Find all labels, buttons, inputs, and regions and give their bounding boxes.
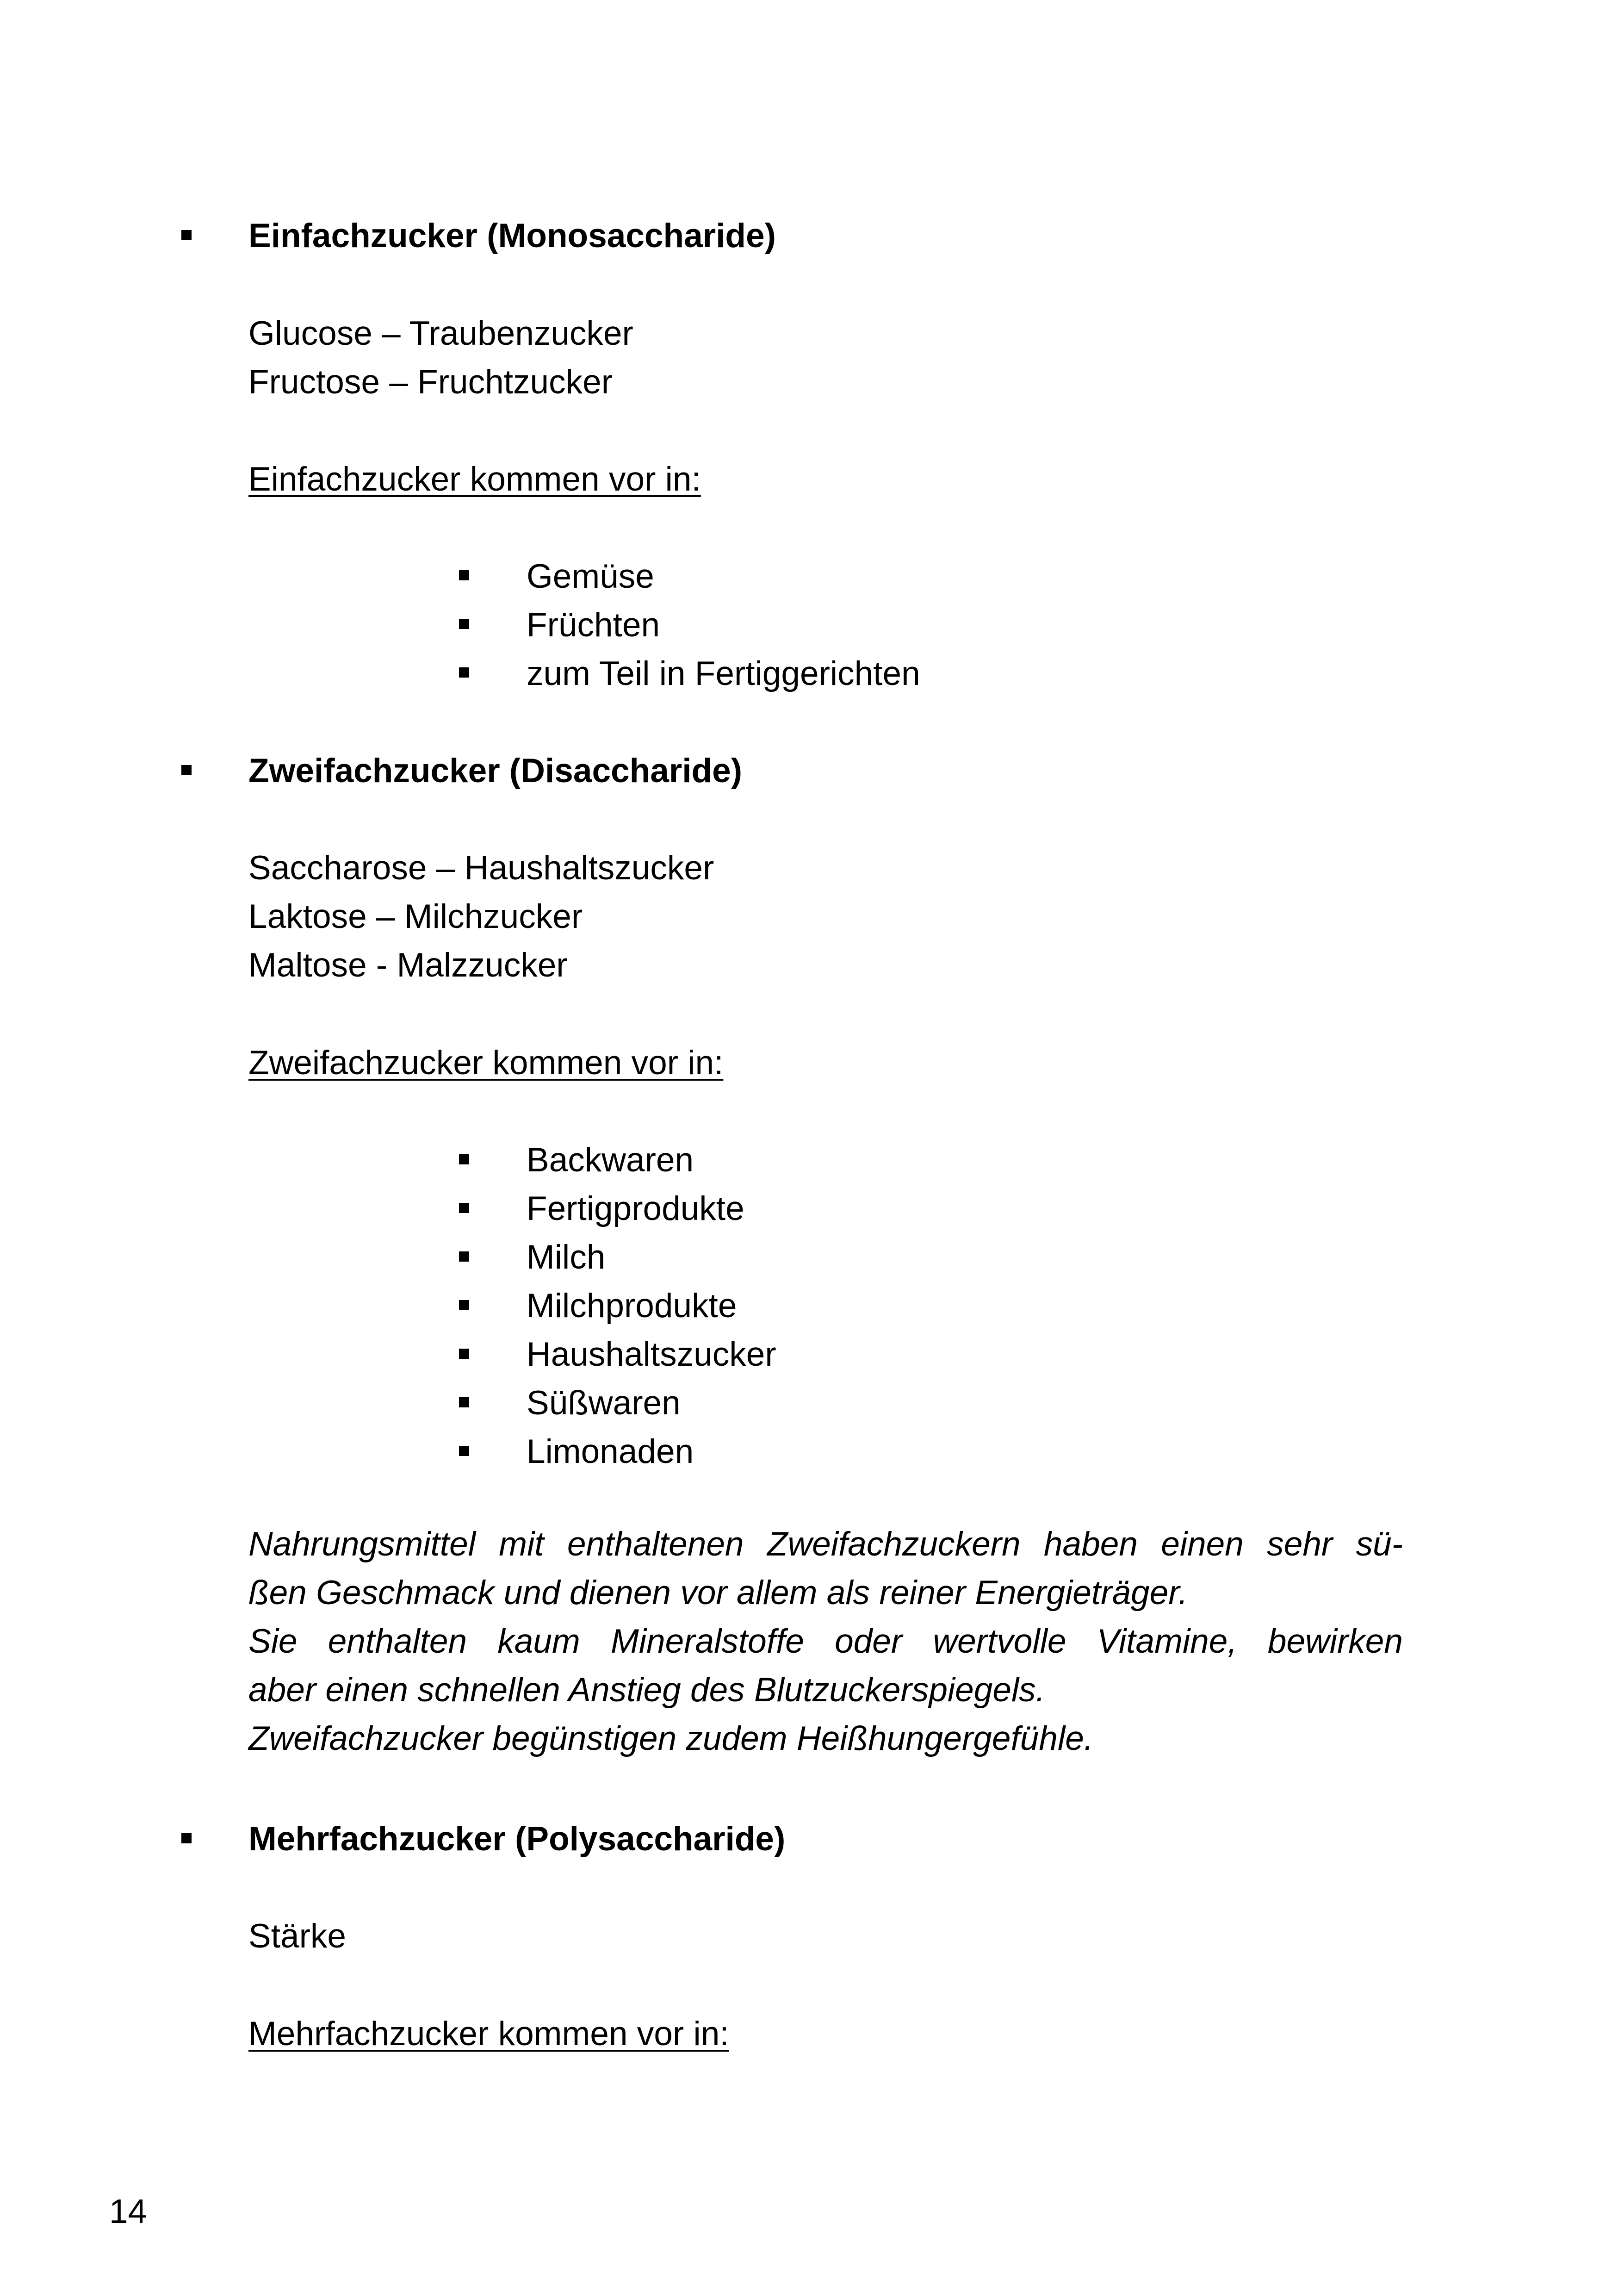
bullet-square-icon	[459, 1251, 469, 1262]
section-heading-mono: Einfachzucker (Monosaccharide)	[248, 217, 776, 255]
bullet-square-icon	[459, 570, 469, 580]
occurs-label-mono: Einfachzucker kommen vor in:	[248, 460, 701, 498]
note-line: Zweifachzucker begünstigen zudem Heißhungergefühle.	[248, 1720, 1094, 1757]
disaccharide-note	[248, 1520, 1403, 1763]
food-list-item: zum Teil in Fertiggerichten	[527, 655, 920, 692]
bullet-square-icon	[181, 230, 192, 240]
section-heading-poly: Mehrfachzucker (Polysaccharide)	[248, 1820, 786, 1858]
bullet-square-icon	[459, 1349, 469, 1359]
bullet-square-icon	[459, 667, 469, 678]
sugar-item: Glucose – Traubenzucker	[248, 315, 633, 352]
food-list-item: Gemüse	[527, 558, 654, 595]
sugar-item: Laktose – Milchzucker	[248, 898, 583, 935]
bullet-square-icon	[459, 1300, 469, 1310]
food-list-item: Süßwaren	[527, 1384, 681, 1422]
bullet-square-icon	[459, 1446, 469, 1456]
occurs-label-di: Zweifachzucker kommen vor in:	[248, 1044, 724, 1082]
bullet-square-icon	[459, 1203, 469, 1213]
food-list-item: Milchprodukte	[527, 1287, 737, 1325]
bullet-square-icon	[459, 619, 469, 629]
food-list-item: Fertigprodukte	[527, 1190, 744, 1227]
bullet-square-icon	[181, 765, 192, 775]
sugar-item: Fructose – Fruchtzucker	[248, 363, 613, 401]
food-list-item: Limonaden	[527, 1433, 694, 1470]
note-line: ßen Geschmack und dienen vor allem als reiner Energieträger.	[248, 1574, 1188, 1612]
food-list-item: Milch	[527, 1238, 606, 1276]
bullet-square-icon	[459, 1154, 469, 1164]
food-list-item: Früchten	[527, 606, 660, 644]
food-list-item: Haushaltszucker	[527, 1336, 776, 1373]
note-line: Nahrungsmittel mit enthaltenen Zweifachzuckern haben einen sehr sü-	[248, 1525, 1403, 1563]
section-heading-di: Zweifachzucker (Disaccharide)	[248, 752, 743, 790]
note-line: aber einen schnellen Anstieg des Blutzuckerspiegels.	[248, 1671, 1045, 1709]
sugar-item: Maltose - Malzzucker	[248, 946, 568, 984]
occurs-label-poly: Mehrfachzucker kommen vor in:	[248, 2015, 729, 2053]
food-list-item: Backwaren	[527, 1141, 694, 1179]
page-number: 14	[109, 2193, 147, 2230]
bullet-square-icon	[459, 1397, 469, 1407]
sugar-item: Stärke	[248, 1917, 346, 1955]
note-line: Sie enthalten kaum Mineralstoffe oder wertvolle Vitamine, bewirken	[248, 1623, 1403, 1660]
sugar-item: Saccharose – Haushaltszucker	[248, 849, 714, 887]
bullet-square-icon	[181, 1833, 192, 1843]
